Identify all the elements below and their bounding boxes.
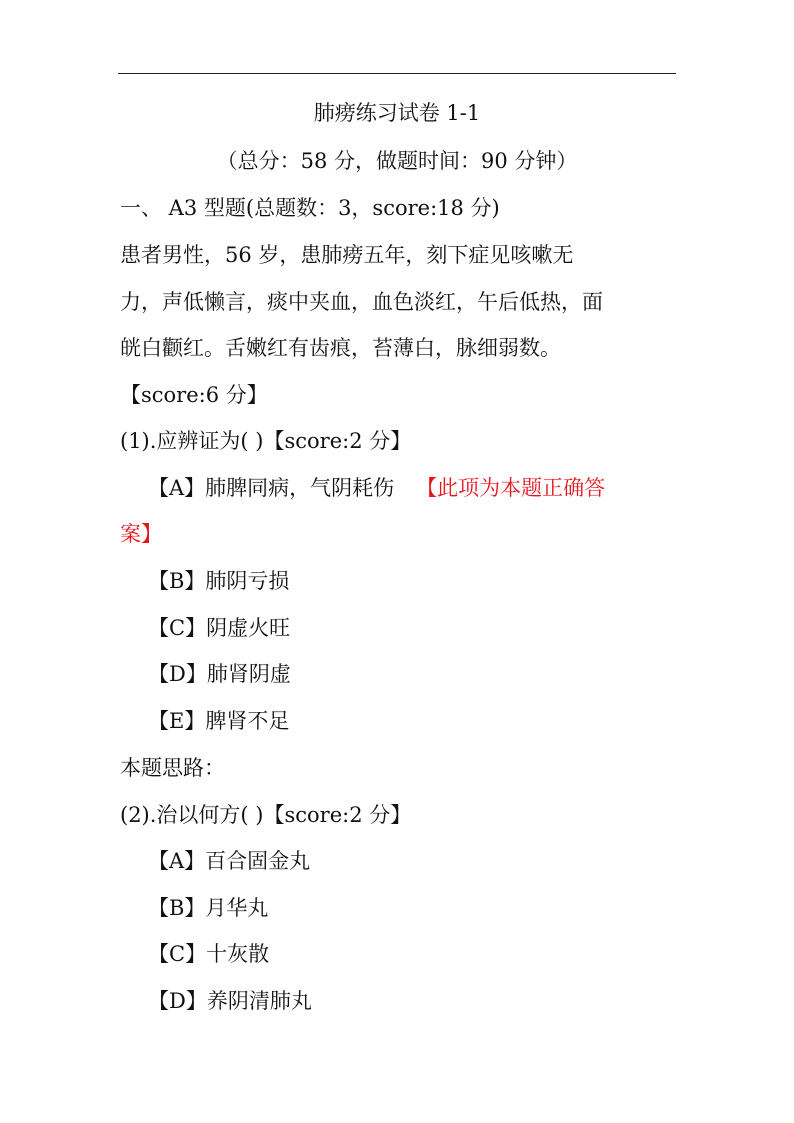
- question-2-option-b: 【B】月华丸: [148, 896, 269, 920]
- question-1-option-b: 【B】肺阴亏损: [148, 569, 290, 593]
- question-2-stem: (2).治以何方( )【score:2 分】: [120, 803, 412, 827]
- exam-summary: （总分：58 分，做题时间：90 分钟）: [216, 149, 578, 173]
- question-1-option-d: 【D】肺肾阴虚: [148, 662, 291, 686]
- question-2-option-c: 【C】十灰散: [148, 942, 270, 966]
- question-1-option-a: [148, 473, 605, 503]
- case-score: 【score:6 分】: [120, 383, 268, 407]
- question-1-option-c: 【C】阴虚火旺: [148, 616, 291, 640]
- option-a-text: 【A】肺脾同病，气阴耗伤: [148, 476, 395, 500]
- question-1-option-e: 【E】脾肾不足: [148, 709, 290, 733]
- case-stem-line-3: 㿠白颧红。舌嫩红有齿痕，苔薄白，脉细弱数。: [120, 336, 561, 360]
- section-heading: 一、 A3 型题(总题数：3，score:18 分): [120, 196, 500, 220]
- question-1-stem: (1).应辨证为( )【score:2 分】: [120, 429, 412, 453]
- question-2-option-d: 【D】养阴清肺丸: [148, 989, 312, 1013]
- case-stem-line-1: 患者男性，56 岁，患肺痨五年，刻下症见咳嗽无: [120, 243, 574, 267]
- correct-answer-note: 【此项为本题正确答: [416, 476, 606, 500]
- explanation-label: 本题思路：: [120, 756, 225, 780]
- question-2-option-a: 【A】百合固金丸: [148, 849, 311, 873]
- header-rule: [118, 73, 676, 74]
- case-stem-line-2: 力，声低懒言，痰中夹血，血色淡红，午后低热，面: [120, 290, 603, 314]
- document-title: 肺痨练习试卷 1-1: [313, 101, 481, 125]
- correct-answer-note-continued: 案】: [120, 522, 162, 546]
